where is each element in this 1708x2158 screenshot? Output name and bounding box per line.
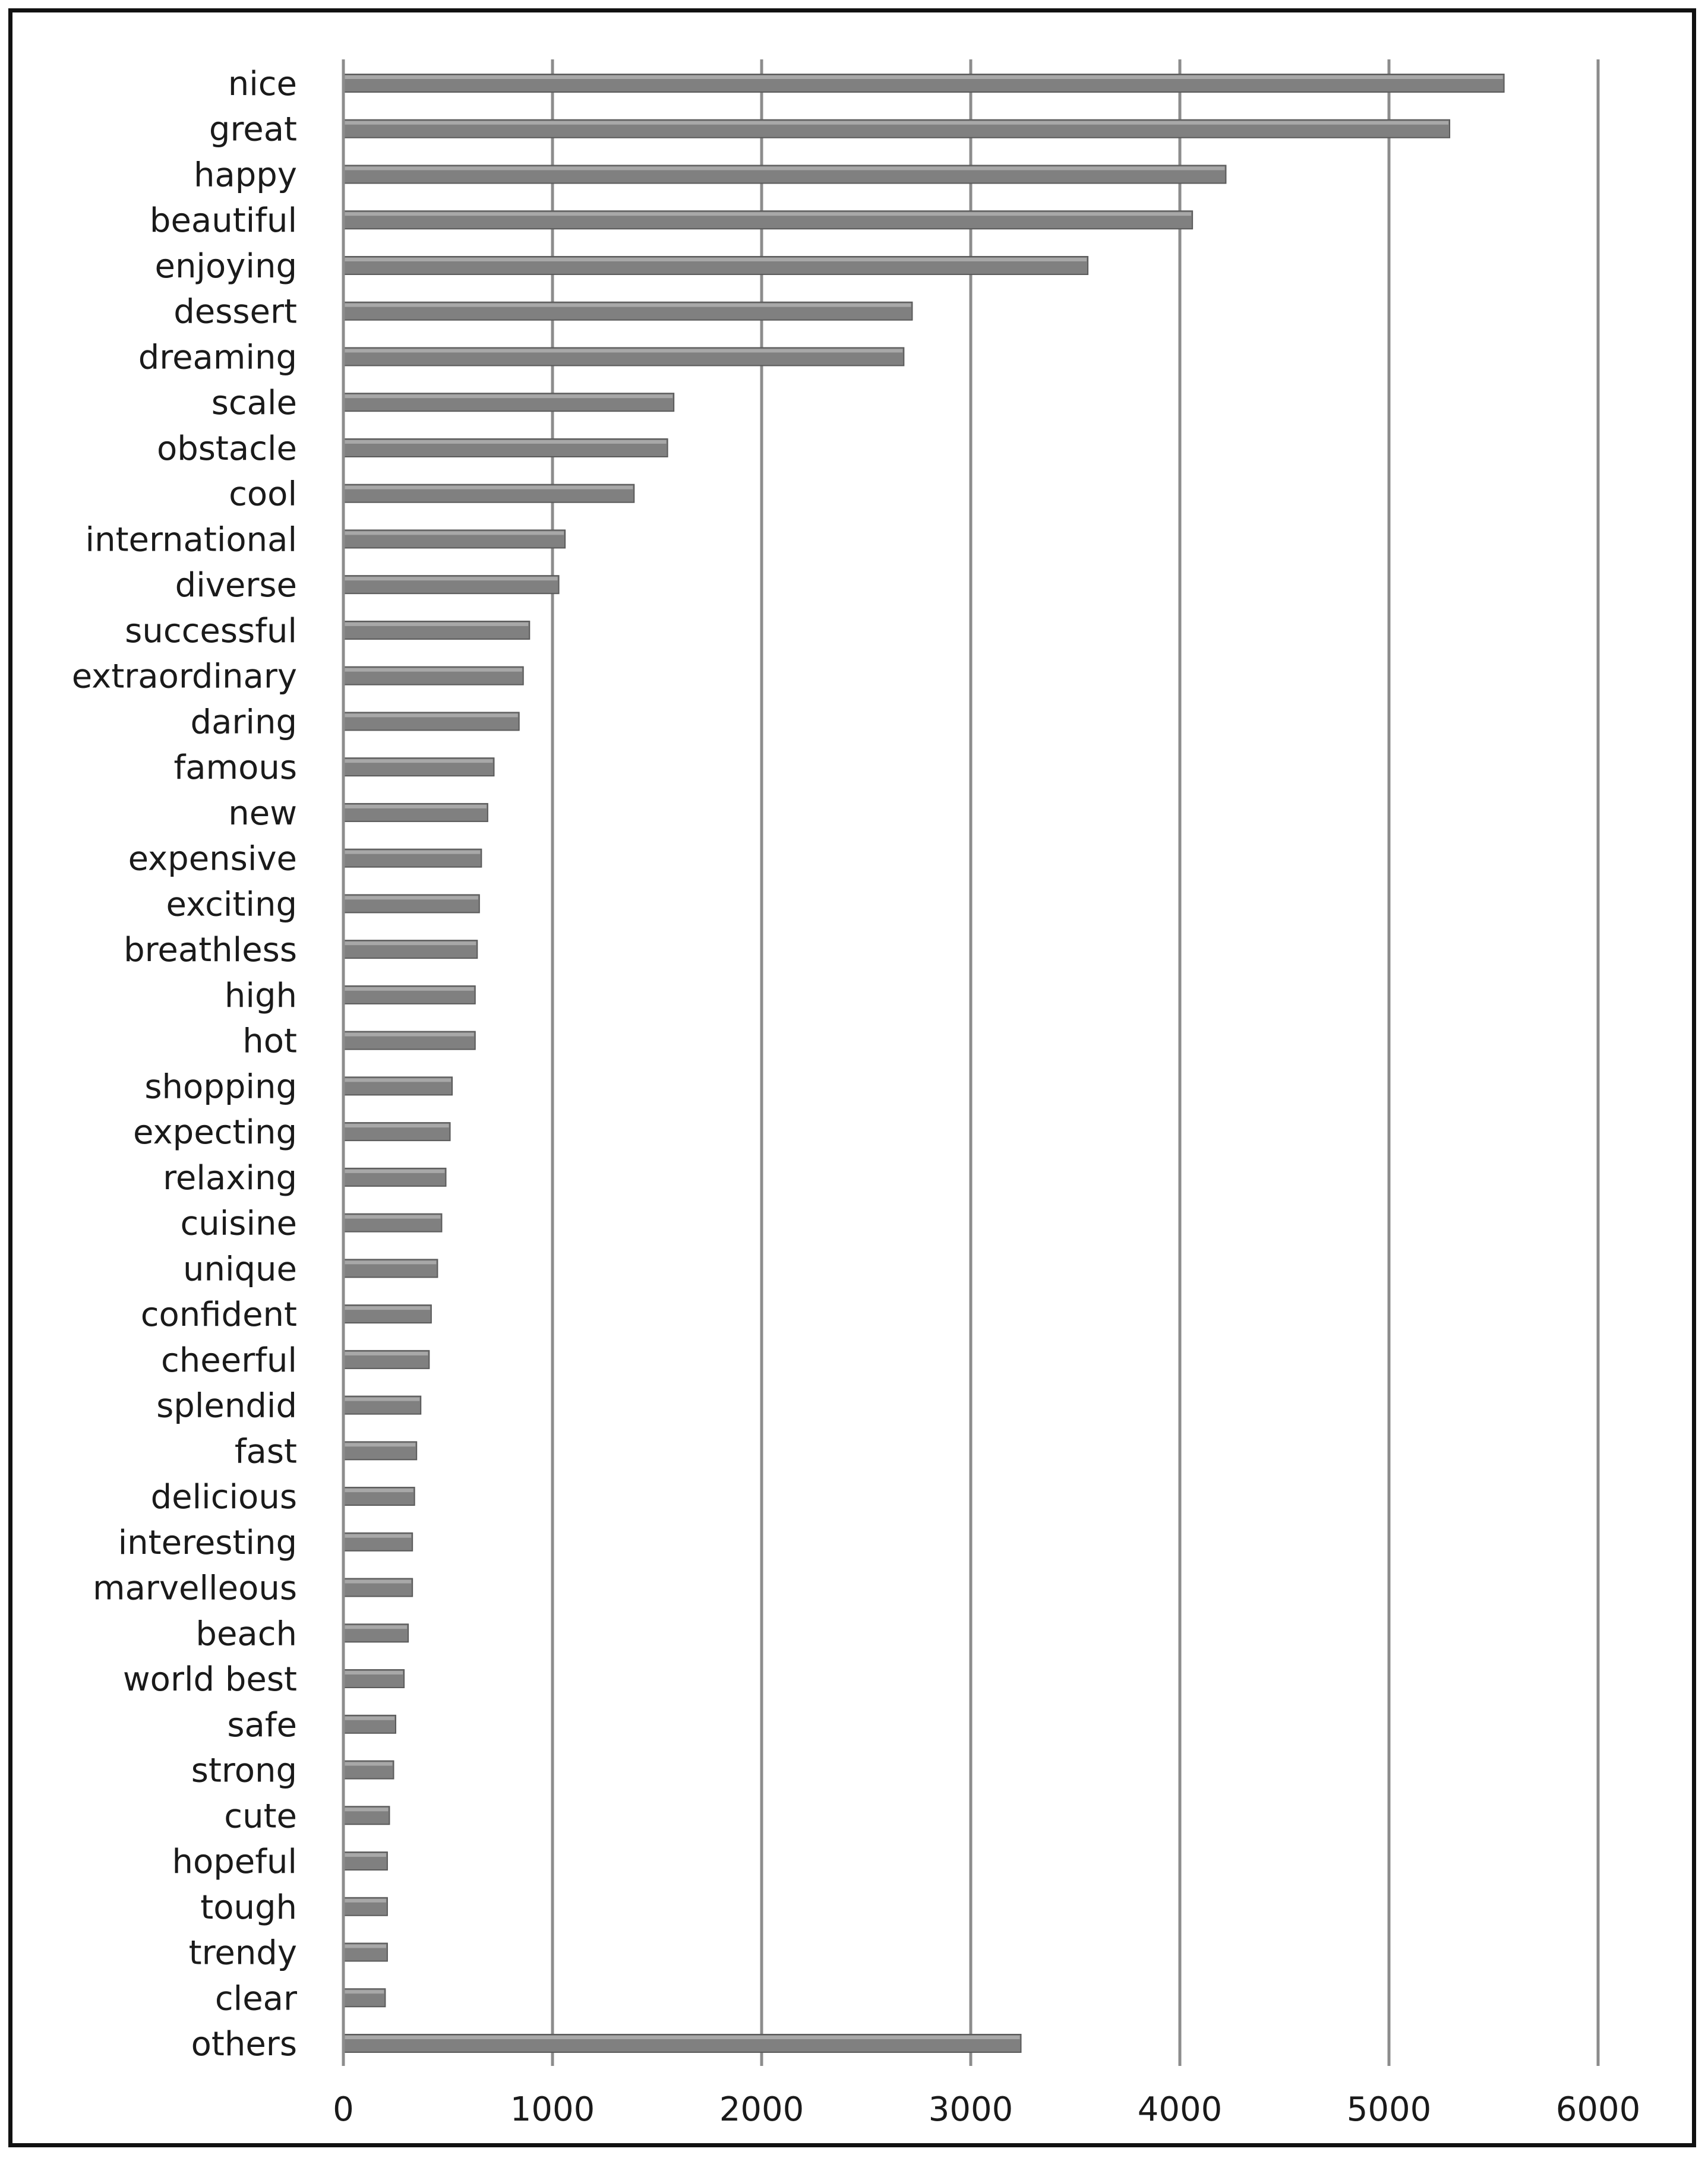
category-label: others (191, 2025, 297, 2064)
bar-highlight (343, 713, 518, 717)
category-label: extraordinary (71, 657, 297, 696)
bar-highlight (343, 1990, 384, 1993)
category-label: cheerful (161, 1341, 297, 1380)
category-label: strong (191, 1751, 297, 1790)
bar-highlight (343, 166, 1224, 170)
category-label: trendy (188, 1933, 297, 1973)
category-label: clear (214, 1979, 297, 2018)
category-label: breathless (124, 931, 297, 970)
category-label: diverse (175, 566, 297, 605)
bar-highlight (343, 349, 902, 352)
bar-highlight (343, 1853, 386, 1857)
category-label: international (85, 520, 297, 560)
bar-highlight (343, 1033, 474, 1037)
category-label: beach (195, 1614, 297, 1654)
bar-highlight (343, 440, 667, 444)
x-tick-label: 2000 (719, 2090, 804, 2129)
category-label: tough (200, 1888, 297, 1927)
bar-highlight (343, 1170, 444, 1173)
category-label: splendid (156, 1386, 297, 1426)
category-label: interesting (118, 1523, 297, 1562)
bar-highlight (343, 1625, 407, 1629)
bar-highlight (343, 851, 480, 854)
x-tick-label: 3000 (928, 2090, 1014, 2129)
category-label: marvelleous (93, 1569, 297, 1608)
category-label: confident (140, 1296, 297, 1335)
bar-highlight (343, 941, 476, 945)
bar-highlight (343, 258, 1087, 261)
category-labels (72, 65, 298, 2064)
category-label: dreaming (138, 338, 297, 377)
category-label: scale (211, 384, 297, 423)
category-label: cool (229, 475, 297, 514)
x-tick-labels (333, 2090, 1640, 2129)
bar-highlight (343, 1899, 386, 1903)
bar-highlight (343, 1352, 428, 1356)
category-label: hot (242, 1022, 297, 1061)
bar-highlight (343, 486, 633, 489)
bar-highlight (343, 121, 1448, 125)
category-label: shopping (144, 1067, 297, 1107)
x-tick-label: 4000 (1137, 2090, 1223, 2129)
category-label: nice (228, 65, 297, 103)
bar-highlight (343, 1306, 430, 1310)
category-label: hopeful (172, 1843, 297, 1882)
bar-highlight (343, 1717, 394, 1720)
x-tick-label: 1000 (510, 2090, 595, 2129)
category-label: delicious (150, 1478, 297, 1517)
bar-highlight (343, 1078, 451, 1082)
bar-highlight (343, 304, 911, 307)
category-label: expensive (128, 839, 297, 879)
category-label: successful (125, 611, 297, 650)
bar-highlight (343, 668, 522, 672)
bar-highlight (343, 394, 673, 398)
bar-highlight (343, 1580, 411, 1584)
category-label: beautiful (149, 201, 297, 241)
bar-highlight (343, 1534, 411, 1538)
bar-highlight (343, 759, 492, 763)
bar-highlight (343, 1443, 415, 1446)
bar-highlight (343, 577, 558, 580)
bar-highlight (343, 1808, 388, 1811)
bar-highlight (343, 1489, 413, 1492)
bar-highlight (343, 2036, 1019, 2039)
category-label: famous (173, 748, 297, 788)
bar-highlight (343, 212, 1191, 216)
bar-highlight (343, 1215, 440, 1219)
category-label: world best (122, 1660, 297, 1699)
bar-highlight (343, 1762, 392, 1766)
category-label: enjoying (154, 247, 297, 286)
category-label: unique (182, 1250, 297, 1289)
bar-highlight (343, 1398, 419, 1401)
x-tick-label: 6000 (1555, 2090, 1641, 2129)
category-label: daring (190, 703, 297, 742)
bar-highlight (343, 987, 474, 991)
category-label: fast (234, 1432, 297, 1471)
bar-highlight (343, 1671, 403, 1674)
bar-highlight (343, 1260, 436, 1264)
bar-highlight (343, 623, 528, 626)
bar-highlight (343, 1124, 449, 1127)
x-tick-label: 5000 (1346, 2090, 1432, 2129)
category-label: safe (227, 1705, 297, 1745)
category-label: cute (224, 1797, 297, 1836)
bar-highlight (343, 1945, 386, 1948)
category-label: great (209, 110, 297, 149)
category-label: happy (193, 156, 297, 195)
bars (343, 74, 1504, 2052)
bar-highlight (343, 805, 487, 808)
bar-highlight (343, 531, 564, 535)
category-label: high (224, 976, 297, 1015)
category-label: cuisine (180, 1204, 297, 1243)
category-label: dessert (173, 292, 297, 331)
bar-highlight (343, 896, 478, 899)
category-label: relaxing (163, 1158, 297, 1198)
category-label: expecting (133, 1113, 297, 1152)
category-label: obstacle (156, 429, 297, 468)
category-label: exciting (166, 885, 297, 924)
category-label: new (228, 794, 297, 833)
x-tick-label: 0 (333, 2090, 354, 2129)
bar-highlight (343, 75, 1503, 79)
